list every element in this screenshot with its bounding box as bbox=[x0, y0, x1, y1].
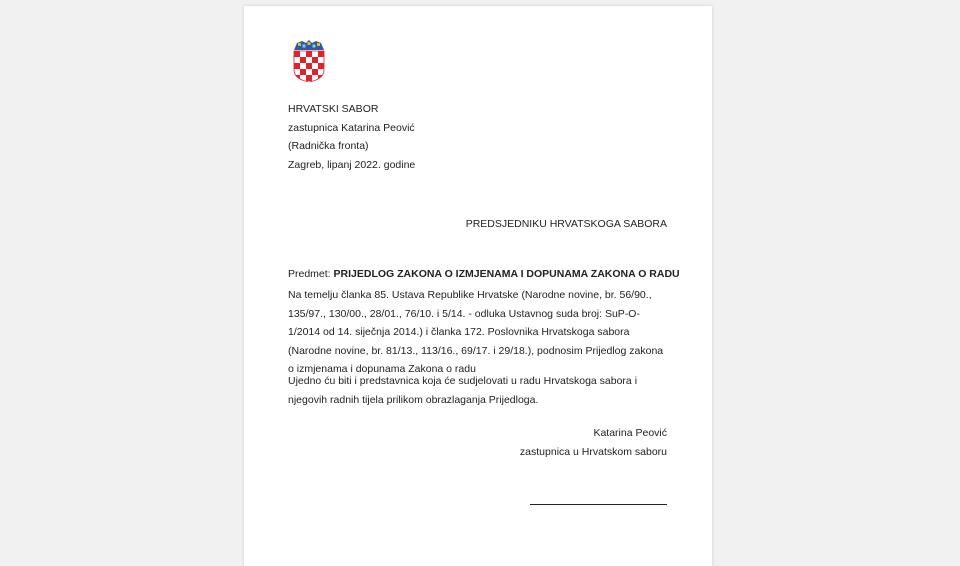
croatian-coat-of-arms-icon bbox=[292, 40, 326, 82]
crest-square bbox=[300, 51, 306, 57]
signatory-name: Katarina Peović bbox=[593, 427, 667, 439]
crest-square bbox=[300, 57, 306, 63]
crest-checkerboard bbox=[294, 51, 324, 82]
crest-square bbox=[312, 63, 318, 69]
recipient: PREDSJEDNIKU HRVATSKOGA SABORA bbox=[465, 218, 667, 230]
crest-square bbox=[318, 81, 324, 82]
crest-square bbox=[312, 51, 318, 57]
body-paragraph-1: Na temelju članka 85. Ustava Republike Hrvatske (Narodne novine, br. 56/90., 135/97., 130/00., 28/01., 76/10. i 5/14. - odluka Ustavnog suda broj: SuP-O-1/2014 od 14. siječnja 2014.) i članka 172. Poslovnika Hrvatskoga sabora (Narodne novine, br. 81/13., 113/16., 69/17. i 29/18.), podnosim Prijedlog zakona o izmjenama i dopunama Zakona o radu bbox=[288, 289, 664, 375]
crest-square bbox=[306, 63, 312, 69]
sender-block bbox=[288, 100, 415, 174]
crest-square bbox=[300, 69, 306, 75]
crest-square bbox=[306, 69, 312, 75]
place-date: Zagreb, lipanj 2022. godine bbox=[288, 158, 416, 171]
crest-square bbox=[306, 51, 312, 57]
crest-square bbox=[318, 63, 324, 69]
body-paragraph-2: Ujedno ću biti i predstavnica koja će sudjelovati u radu Hrvatskoga sabora i njegovih radnih tijela prilikom obrazlaganja Prijedloga. bbox=[288, 375, 638, 406]
crest-square bbox=[294, 81, 300, 82]
subject-line bbox=[288, 268, 680, 280]
crest-square bbox=[300, 63, 306, 69]
crest-square bbox=[312, 69, 318, 75]
document-page bbox=[244, 6, 712, 566]
crest-crown bbox=[294, 40, 324, 50]
subject-title: PRIJEDLOG ZAKONA O IZMJENAMA I DOPUNAMA ZAKONA O RADU bbox=[333, 268, 680, 280]
party-name: (Radnička fronta) bbox=[288, 140, 369, 152]
crest-square bbox=[306, 75, 312, 81]
representative-name: zastupnica Katarina Peović bbox=[288, 121, 415, 134]
signature-line bbox=[530, 504, 667, 505]
crest-square bbox=[318, 57, 324, 63]
crest-square bbox=[294, 63, 300, 69]
crest-square bbox=[294, 51, 300, 57]
crest-square bbox=[294, 57, 300, 63]
crest-square bbox=[318, 51, 324, 57]
signature-block bbox=[520, 424, 667, 462]
crest-square bbox=[312, 57, 318, 63]
subject-label: Predmet: bbox=[288, 268, 331, 280]
signatory-role: zastupnica u Hrvatskom saboru bbox=[519, 446, 667, 458]
institution-name: HRVATSKI SABOR bbox=[288, 103, 379, 115]
crest-square bbox=[306, 57, 312, 63]
